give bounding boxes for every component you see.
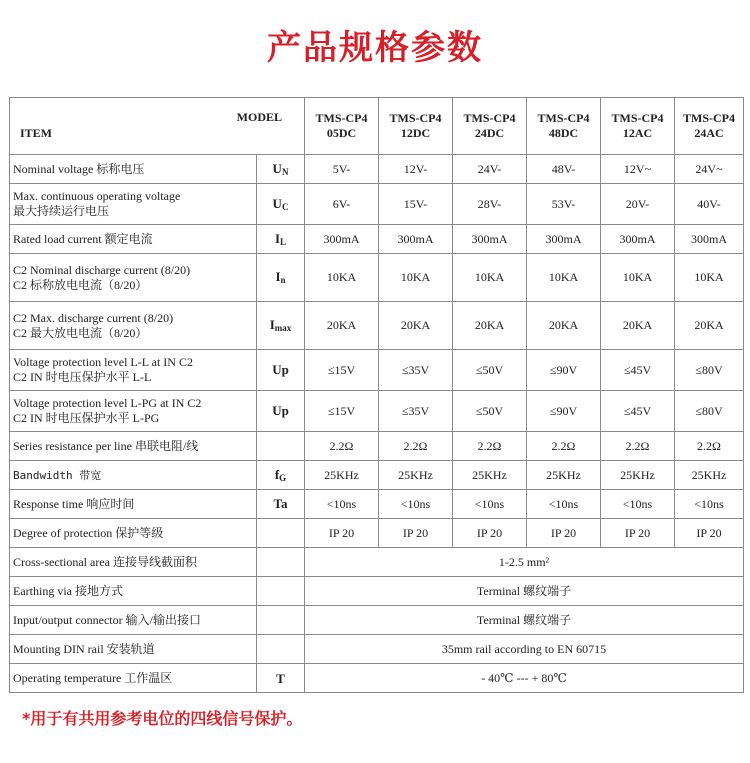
value-cell: 53V- bbox=[527, 184, 601, 225]
value-cell: 10KA bbox=[601, 254, 675, 302]
item-label: C2 最大放电电流（8/20） bbox=[13, 325, 148, 340]
symbol-cell bbox=[257, 635, 305, 664]
value-cell: 300mA bbox=[379, 225, 453, 254]
value-cell: ≤45V bbox=[601, 391, 675, 432]
item-label: C2 Nominal discharge current (8/20) bbox=[13, 262, 191, 277]
symbol: U bbox=[272, 195, 282, 211]
header-row bbox=[10, 98, 744, 155]
symbol: I bbox=[269, 317, 275, 332]
value-cell: ≤50V bbox=[453, 350, 527, 391]
symbol-cell bbox=[257, 548, 305, 577]
spec-row bbox=[10, 519, 744, 548]
item-label: C2 IN 时电压保护水平 L-L bbox=[13, 370, 152, 384]
item-cell bbox=[10, 490, 257, 519]
value-cell: ≤15V bbox=[305, 350, 379, 391]
spec-row-merged bbox=[10, 548, 744, 577]
value-cell: ≤80V bbox=[675, 350, 744, 391]
spec-row bbox=[10, 461, 744, 490]
value-cell: 28V- bbox=[453, 184, 527, 225]
spec-row bbox=[10, 391, 744, 432]
value-cell: 20KA bbox=[675, 302, 744, 350]
model-name: TMS-CP4 bbox=[611, 111, 664, 125]
merged-value-cell: 1-2.5 mm² bbox=[305, 548, 744, 577]
spec-row-merged bbox=[10, 635, 744, 664]
value-cell: 25KHz bbox=[675, 461, 744, 490]
value-cell: 2.2Ω bbox=[305, 432, 379, 461]
value-cell: 12V~ bbox=[601, 155, 675, 184]
symbol-cell bbox=[257, 155, 305, 184]
spec-row bbox=[10, 225, 744, 254]
value-cell: 10KA bbox=[379, 254, 453, 302]
value-cell: 25KHz bbox=[601, 461, 675, 490]
item-cell: Input/output connector 输入/输出接口 bbox=[10, 606, 257, 635]
symbol-subscript: C bbox=[281, 201, 289, 212]
model-name: TMS-CP4 bbox=[537, 111, 590, 125]
model-variant: 05DC bbox=[326, 126, 357, 140]
value-cell: 12V- bbox=[379, 155, 453, 184]
value-cell: 300mA bbox=[453, 225, 527, 254]
value-cell: 48V- bbox=[527, 155, 601, 184]
spec-row-merged bbox=[10, 606, 744, 635]
symbol-cell bbox=[257, 577, 305, 606]
item-label: Voltage protection level L-L at IN C2 bbox=[13, 355, 193, 369]
model-header bbox=[453, 98, 527, 155]
symbol-cell bbox=[257, 606, 305, 635]
model-header bbox=[305, 98, 379, 155]
value-cell: 300mA bbox=[305, 225, 379, 254]
value-cell: 300mA bbox=[527, 225, 601, 254]
value-cell: 2.2Ω bbox=[601, 432, 675, 461]
model-variant: 24DC bbox=[474, 126, 505, 140]
symbol-cell bbox=[257, 350, 305, 391]
item-cell bbox=[10, 432, 257, 461]
value-cell: 2.2Ω bbox=[527, 432, 601, 461]
symbol-subscript: n bbox=[280, 275, 286, 285]
item-label: Degree of protection 保护等级 bbox=[13, 525, 164, 540]
page-title: 产品规格参数 bbox=[267, 28, 483, 68]
item-label: Response time 响应时间 bbox=[13, 496, 135, 511]
model-header bbox=[379, 98, 453, 155]
value-cell: IP 20 bbox=[675, 519, 744, 548]
merged-value-cell: Terminal 螺纹端子 bbox=[305, 577, 744, 606]
merged-value-cell: - 40℃ --- + 80℃ bbox=[305, 664, 744, 693]
item-cell: Earthing via 接地方式 bbox=[10, 577, 257, 606]
footnote: *用于有共用参考电位的四线信号保护。 bbox=[22, 709, 303, 728]
item-label: 最大持续运行电压 bbox=[13, 204, 110, 218]
model-variant: 12DC bbox=[400, 126, 431, 140]
symbol: U bbox=[272, 160, 282, 176]
value-cell: 2.2Ω bbox=[453, 432, 527, 461]
value-cell: IP 20 bbox=[601, 519, 675, 548]
value-cell: <10ns bbox=[675, 490, 744, 519]
symbol-subscript: L bbox=[280, 236, 287, 247]
value-cell: 20KA bbox=[453, 302, 527, 350]
value-cell: 5V- bbox=[305, 155, 379, 184]
value-cell: ≤90V bbox=[527, 350, 601, 391]
item-label: Nominal voltage 标称电压 bbox=[13, 161, 145, 176]
value-cell: 10KA bbox=[453, 254, 527, 302]
item-cell bbox=[10, 184, 257, 225]
item-cell bbox=[10, 302, 257, 350]
value-cell: <10ns bbox=[601, 490, 675, 519]
symbol-cell bbox=[257, 302, 305, 350]
symbol-cell bbox=[257, 519, 305, 548]
value-cell: ≤35V bbox=[379, 391, 453, 432]
value-cell: IP 20 bbox=[527, 519, 601, 548]
value-cell: ≤35V bbox=[379, 350, 453, 391]
header-corner-cell bbox=[10, 98, 305, 155]
value-cell: 20KA bbox=[601, 302, 675, 350]
spec-row bbox=[10, 490, 744, 519]
item-cell: Operating temperature 工作温区 bbox=[10, 664, 257, 693]
item-cell bbox=[10, 225, 257, 254]
value-cell: 10KA bbox=[675, 254, 744, 302]
spec-table-body bbox=[10, 98, 744, 693]
model-variant: 24AC bbox=[694, 126, 724, 140]
symbol-cell: T bbox=[257, 664, 305, 693]
symbol-cell bbox=[257, 254, 305, 302]
symbol: Ta bbox=[273, 495, 288, 511]
value-cell: 24V~ bbox=[675, 155, 744, 184]
value-cell: <10ns bbox=[305, 490, 379, 519]
symbol: I bbox=[274, 230, 281, 246]
symbol: Up bbox=[272, 361, 289, 377]
symbol-cell bbox=[257, 184, 305, 225]
value-cell: IP 20 bbox=[453, 519, 527, 548]
model-name: TMS-CP4 bbox=[315, 111, 368, 125]
item-label: Max. continuous operating voltage bbox=[13, 189, 181, 203]
spec-row bbox=[10, 184, 744, 225]
value-cell: 25KHz bbox=[527, 461, 601, 490]
value-cell: ≤50V bbox=[453, 391, 527, 432]
symbol: Up bbox=[272, 402, 289, 418]
item-cell bbox=[10, 254, 257, 302]
value-cell: 25KHz bbox=[453, 461, 527, 490]
spec-table bbox=[9, 97, 744, 693]
item-label: Series resistance per line 串联电阻/线 bbox=[13, 438, 199, 453]
value-cell: 300mA bbox=[601, 225, 675, 254]
item-label: C2 标称放电电流（8/20） bbox=[13, 277, 148, 292]
model-variant: 12AC bbox=[622, 126, 653, 140]
item-cell bbox=[10, 391, 257, 432]
value-cell: 10KA bbox=[527, 254, 601, 302]
value-cell: 20KA bbox=[379, 302, 453, 350]
value-cell: ≤15V bbox=[305, 391, 379, 432]
merged-value-cell: Terminal 螺纹端子 bbox=[305, 606, 744, 635]
item-label: ITEM bbox=[20, 126, 53, 140]
value-cell: <10ns bbox=[453, 490, 527, 519]
spec-row bbox=[10, 254, 744, 302]
item-cell bbox=[10, 519, 257, 548]
value-cell: 2.2Ω bbox=[379, 432, 453, 461]
spec-row bbox=[10, 350, 744, 391]
item-cell bbox=[10, 350, 257, 391]
symbol: I bbox=[275, 269, 281, 284]
value-cell: 20V- bbox=[601, 184, 675, 225]
model-header bbox=[601, 98, 675, 155]
symbol-cell bbox=[257, 391, 305, 432]
value-cell: ≤90V bbox=[527, 391, 601, 432]
symbol: f bbox=[274, 466, 280, 482]
value-cell: ≤80V bbox=[675, 391, 744, 432]
value-cell: 20KA bbox=[527, 302, 601, 350]
value-cell: 2.2Ω bbox=[675, 432, 744, 461]
spec-row bbox=[10, 155, 744, 184]
model-name: TMS-CP4 bbox=[463, 111, 516, 125]
item-cell bbox=[10, 461, 257, 490]
item-label: Bandwidth 带宽 bbox=[13, 468, 102, 482]
value-cell: ≤45V bbox=[601, 350, 675, 391]
spec-row bbox=[10, 432, 744, 461]
value-cell: 10KA bbox=[305, 254, 379, 302]
spec-row-merged bbox=[10, 664, 744, 693]
symbol-cell bbox=[257, 225, 305, 254]
spec-row-merged bbox=[10, 577, 744, 606]
item-cell: Mounting DIN rail 安装轨道 bbox=[10, 635, 257, 664]
item-cell bbox=[10, 155, 257, 184]
value-cell: 300mA bbox=[675, 225, 744, 254]
merged-value-cell: 35mm rail according to EN 60715 bbox=[305, 635, 744, 664]
value-cell: 25KHz bbox=[379, 461, 453, 490]
value-cell: <10ns bbox=[379, 490, 453, 519]
value-cell: IP 20 bbox=[305, 519, 379, 548]
value-cell: 25KHz bbox=[305, 461, 379, 490]
item-label: C2 Max. discharge current (8/20) bbox=[13, 310, 174, 325]
spec-row bbox=[10, 302, 744, 350]
value-cell: 24V- bbox=[453, 155, 527, 184]
item-label: Rated load current 额定电流 bbox=[13, 231, 153, 246]
symbol-cell bbox=[257, 490, 305, 519]
symbol-subscript: N bbox=[281, 166, 289, 177]
model-variant: 48DC bbox=[548, 126, 579, 140]
model-header bbox=[527, 98, 601, 155]
item-cell: Cross-sectional area 连接导线截面积 bbox=[10, 548, 257, 577]
model-label: MODEL bbox=[236, 110, 282, 124]
model-header bbox=[675, 98, 744, 155]
value-cell: 6V- bbox=[305, 184, 379, 225]
symbol-cell bbox=[257, 432, 305, 461]
symbol-cell bbox=[257, 461, 305, 490]
symbol-subscript: max bbox=[274, 323, 292, 333]
value-cell: <10ns bbox=[527, 490, 601, 519]
model-name: TMS-CP4 bbox=[683, 111, 735, 125]
symbol-subscript: G bbox=[279, 472, 287, 483]
item-label: C2 IN 时电压保护水平 L-PG bbox=[13, 411, 160, 425]
value-cell: 20KA bbox=[305, 302, 379, 350]
item-label: Voltage protection level L-PG at IN C2 bbox=[13, 396, 202, 410]
value-cell: IP 20 bbox=[379, 519, 453, 548]
value-cell: 40V- bbox=[675, 184, 744, 225]
value-cell: 15V- bbox=[379, 184, 453, 225]
model-name: TMS-CP4 bbox=[389, 111, 442, 125]
